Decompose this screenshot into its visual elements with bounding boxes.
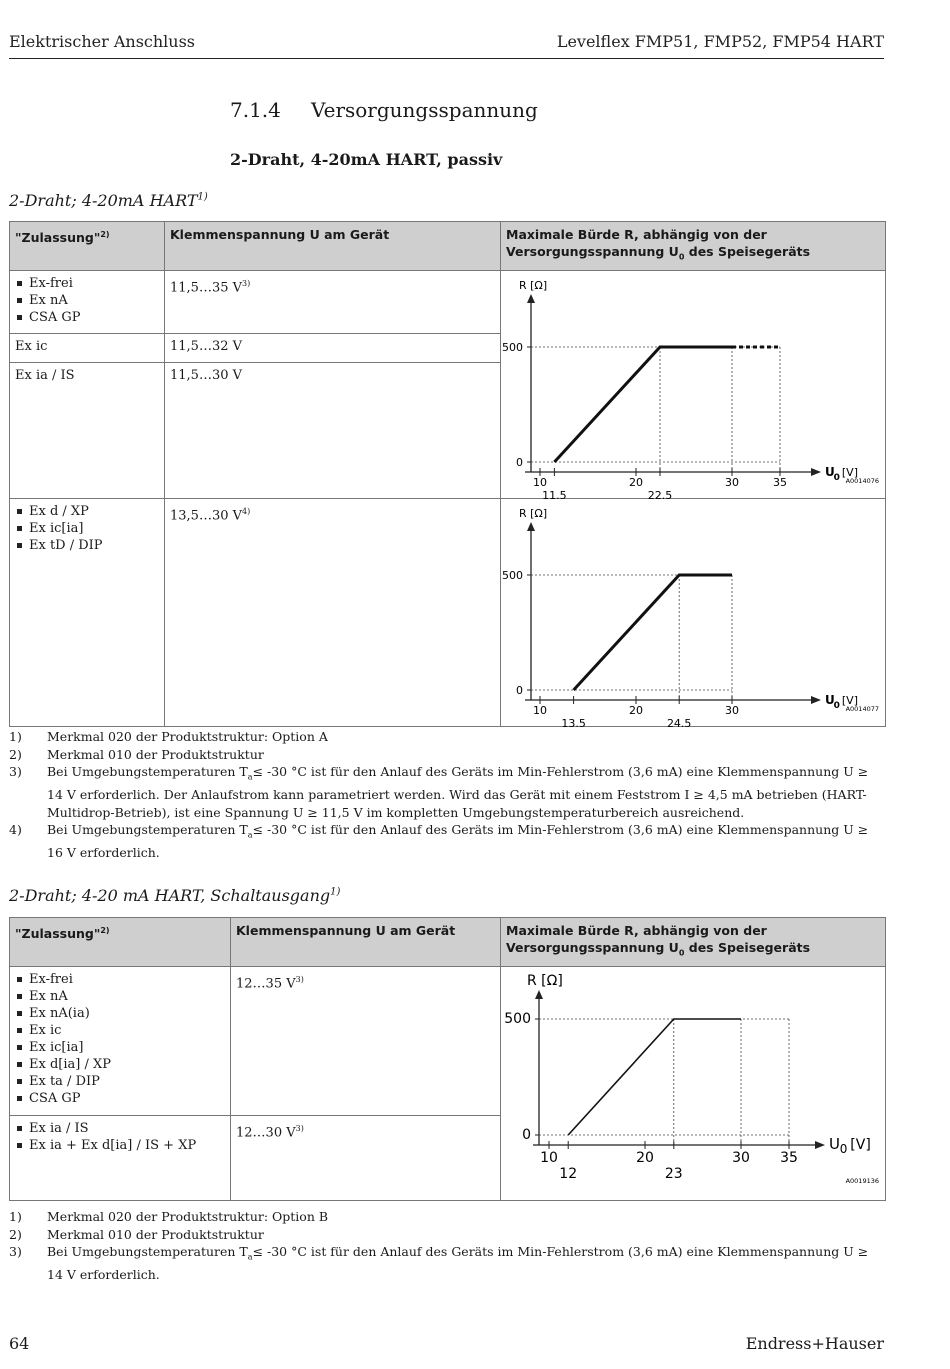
table2-caption: 2-Draht; 4-20 mA HART, Schaltausgang$^{1)}$ (9, 886, 341, 905)
footnote: 2) Merkmal 010 der Produktstruktur (9, 1226, 264, 1242)
y-tick-label: 500 (502, 568, 523, 582)
list-item: Ex-frei (15, 971, 225, 988)
list-item: Ex ia + Ex d[ia] / IS + XP (15, 1137, 225, 1154)
voltage-cell: 11,5…32 V (165, 333, 501, 362)
voltage-cell: 11,5…30 V (165, 362, 501, 498)
y-axis-label: R [Ω] (519, 278, 548, 292)
table1-head-load: Maximale Bürde R, abhängig von der Versorgungsspannung $U_0$ des Speisegeräts (501, 222, 886, 271)
y-tick-label: 0 (516, 455, 523, 469)
table1 (9, 221, 886, 730)
x-tick-label: 35 (780, 1149, 798, 1166)
list-item: Ex ia / IS (15, 1120, 225, 1137)
list-item: Ex ic[ia] (15, 1039, 225, 1056)
footnote: 1) Merkmal 020 der Produktstruktur: Option B (9, 1209, 329, 1224)
header-right: Levelflex FMP51, FMP52, FMP54 HART (556, 32, 884, 51)
x-tick-label: 24.5 (666, 716, 692, 730)
x-axis-unit: [V] (850, 1136, 871, 1153)
x-tick-label: 13.5 (561, 716, 586, 730)
footnotes-1 (9, 728, 879, 862)
load-curve (568, 1019, 741, 1135)
table2-header-row (10, 918, 886, 967)
table-row (10, 498, 886, 726)
x-tick-label: 30 (725, 703, 739, 717)
footer-brand: Endress+Hauser (745, 1334, 884, 1353)
list-item: Ex ic (15, 1022, 225, 1039)
x-axis-label-sub: 0 (839, 1141, 848, 1156)
voltage-cell: 12…35 $V^{3)}$ (231, 966, 501, 1115)
y-axis-label: R [Ω] (519, 506, 548, 520)
chart-cell-2 (501, 498, 886, 730)
x-tick-label: 10 (533, 703, 547, 717)
list-item: Ex d / XP (15, 503, 159, 520)
footnote: 3) Bei Umgebungstemperaturen $T_a\le -30$ °C ist für den Anlauf des Geräts im Min-Fehlerstrom (3,6 mA) eine Klemmenspannung U ≥ 14 V erforderlich. (9, 1244, 869, 1282)
x-axis-arrow (815, 1141, 825, 1149)
header-rule (9, 58, 884, 59)
voltage-cell: 12…30 $V^{3)}$ (231, 1115, 501, 1200)
x-axis-label: U (825, 464, 835, 479)
y-tick-label: 500 (504, 1010, 531, 1027)
x-axis-label-sub: 0 (833, 472, 840, 483)
table2-head-load: Maximale Bürde R, abhängig von der Versorgungsspannung $U_0$ des Speisegeräts (501, 918, 886, 967)
table-row (10, 270, 886, 333)
load-curve (554, 347, 732, 462)
list-item: Ex nA (15, 988, 225, 1005)
footnote: 3) Bei Umgebungstemperaturen $T_a\le -30$ °C ist für den Anlauf des Geräts im Min-Fehlerstrom (3,6 mA) eine Klemmenspannung U ≥ 14 V erforderlich. Der Anlaufstrom kann parametriert werden. Wird das Gerät mit einem Feststrom I ≥ 4,5 mA betrieben (HART-Multidrop-Betrieb), ist eine Spannung U ≥ 11,5 V im kompletten Umgebungstemperaturbereich ausreichend. (9, 764, 869, 820)
chart-cell-1 (501, 270, 886, 502)
x-axis-label-sub: 0 (833, 700, 840, 711)
x-tick-label: 35 (773, 475, 787, 489)
section-number: 7.1.4 (230, 98, 281, 122)
x-axis-unit: [V] (841, 465, 858, 479)
footnotes-2 (9, 1208, 879, 1284)
x-tick-label: 10 (540, 1149, 558, 1166)
footnote: 1) Merkmal 020 der Produktstruktur: Option A (9, 729, 328, 744)
figure-id: A0014076 (845, 476, 879, 485)
load-chart-1 (501, 271, 885, 502)
y-axis-arrow (527, 522, 535, 531)
table-row (10, 966, 886, 1115)
footnote: 2) Merkmal 010 der Produktstruktur (9, 746, 264, 762)
list-item: Ex-frei (15, 275, 159, 292)
x-tick-label: 23 (664, 1165, 683, 1182)
x-tick-label: 22.5 (647, 488, 673, 502)
section-subtitle: 2-Draht, 4-20mA HART, passiv (230, 150, 503, 169)
list-item: Ex ta / DIP (15, 1073, 225, 1090)
chart-cell-3 (501, 966, 886, 1200)
load-chart-3 (501, 967, 885, 1195)
table1-header-row (10, 222, 886, 271)
list-item: Ex nA (15, 292, 159, 309)
y-axis-arrow (535, 990, 543, 999)
figure-id: A0019136 (845, 1176, 879, 1185)
y-axis-arrow (527, 294, 535, 303)
list-item: Ex ic[ia] (15, 520, 159, 537)
x-axis-label: U (829, 1134, 840, 1153)
load-curve (574, 575, 732, 690)
x-tick-label: 20 (629, 703, 643, 717)
list-item: Ex tD / DIP (15, 537, 159, 554)
x-tick-label: 30 (732, 1149, 750, 1166)
section-title: Versorgungsspannung (311, 98, 538, 122)
header-left: Elektrischer Anschluss (9, 32, 196, 51)
x-tick-label: 20 (636, 1149, 654, 1166)
table2-head-approval: "Zulassung"$^{2)}$ (10, 918, 231, 967)
footnote: 4) Bei Umgebungstemperaturen $T_a\le -30$ °C ist für den Anlauf des Geräts im Min-Fehlerstrom (3,6 mA) eine Klemmenspannung U ≥ 16 V erforderlich. (9, 822, 869, 860)
table1-head-voltage: Klemmenspannung U am Gerät (165, 222, 501, 271)
table2-head-voltage: Klemmenspannung U am Gerät (231, 918, 501, 967)
y-tick-label: 0 (522, 1126, 531, 1143)
figure-id: A0014077 (845, 704, 879, 713)
y-tick-label: 0 (516, 683, 523, 697)
list-item: CSA GP (15, 309, 159, 326)
x-tick-label: 12 (559, 1165, 578, 1182)
x-axis-unit: [V] (841, 693, 858, 707)
y-tick-label: 500 (502, 340, 523, 354)
table1-caption: 2-Draht; 4-20mA HART$^{1)}$ (9, 191, 208, 210)
y-axis-label: R [Ω] (527, 972, 563, 989)
table1-head-approval: "Zulassung"$^{2)}$ (10, 222, 165, 271)
x-axis-label: U (825, 692, 835, 707)
approval-cell: Ex ic (10, 333, 165, 362)
x-tick-label: 11.5 (542, 488, 567, 502)
x-axis-arrow (811, 696, 821, 704)
approval-cell: Ex ia / IS (10, 362, 165, 498)
table2 (9, 917, 886, 1201)
voltage-cell: 13,5…30 $V^{4)}$ (165, 498, 501, 726)
list-item: Ex nA(ia) (15, 1005, 225, 1022)
x-tick-label: 20 (629, 475, 643, 489)
list-item: CSA GP (15, 1090, 225, 1107)
load-chart-2 (501, 499, 885, 730)
x-axis-arrow (811, 468, 821, 476)
voltage-cell: 11,5…35 $V^{3)}$ (165, 270, 501, 333)
list-item: Ex d[ia] / XP (15, 1056, 225, 1073)
x-tick-label: 10 (533, 475, 547, 489)
x-tick-label: 30 (725, 475, 739, 489)
page-number: 64 (9, 1334, 30, 1353)
